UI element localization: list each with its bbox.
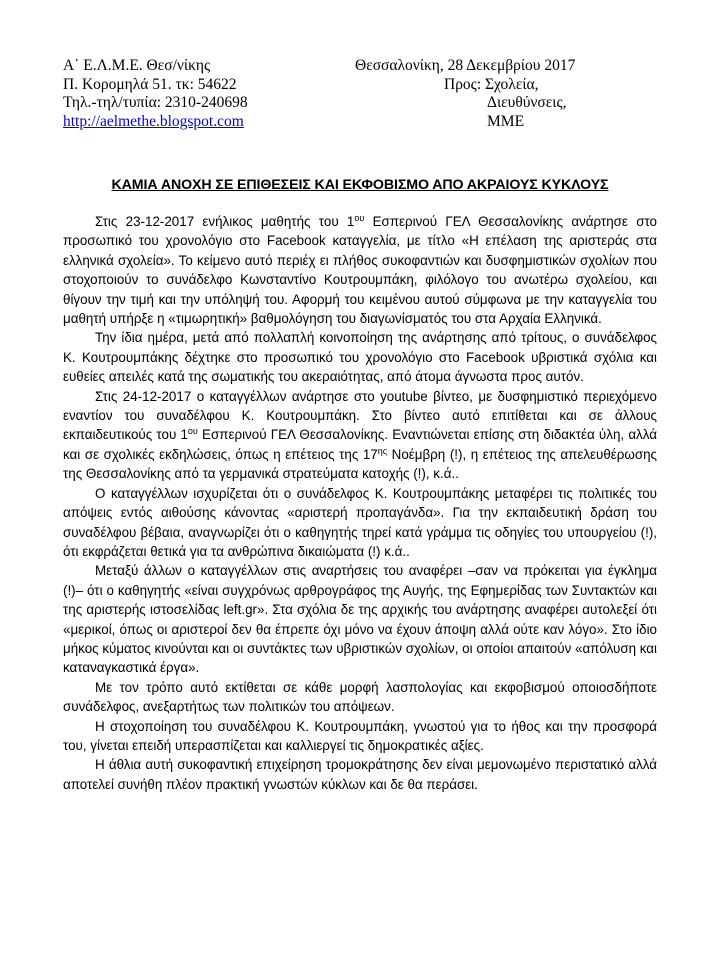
recipient-schools: Προς: Σχολεία, xyxy=(444,75,539,93)
paragraph-2: Την ίδια ημέρα, μετά από πολλαπλή κοινοποίηση της ανάρτησης από τρίτους, ο συνάδελφος Κ. Κουτρουμπάκης δέχτηκε στο προσωπικό του χρονολόγιο στο Facebook υβριστικά σχόλια και ευθείες απειλές κατά της σωματικής του ακεραιότητας, από άτομα άγνωστα προς αυτόν. xyxy=(63,330,657,385)
sender-block xyxy=(63,57,248,131)
sender-website-link[interactable]: http://aelmethe.blogspot.com xyxy=(63,112,244,130)
sender-union-name: Α΄ Ε.Λ.Μ.Ε. Θεσ/νίκης xyxy=(63,57,211,74)
paragraph-4: Ο καταγγέλλων ισχυρίζεται ότι ο συνάδελφος Κ. Κουτρουμπάκης μεταφέρει τις πολιτικές του απόψεις εντός αιθούσης κάνοντας «αριστερή προπαγάνδα». Για την εκπαιδευτική δράση του συναδέλφου βέβαια, αναγνωρίζει ότι ο καθηγητής τηρεί κατά γράμμα τις οδηγίες του υπουργείου (!), ότι εκφράζεται θετικά για τα ανθρώπινα δικαιώματα (!) κ.ά.. xyxy=(63,485,657,559)
date-recipient-block xyxy=(355,57,575,131)
recipient-directorates: Διευθύνσεις, xyxy=(487,94,567,111)
document-title: ΚΑΜΙΑ ΑΝΟΧΗ ΣΕ ΕΠΙΘΕΣΕΙΣ ΚΑΙ ΕΚΦΟΒΙΣΜΟ ΑΠΟ ΑΚΡΑΙΟΥΣ ΚΥΚΛΟΥΣ xyxy=(111,177,609,193)
paragraph-6: Με τον τρόπο αυτό εκτίθεται σε κάθε μορφή λασπολογίας και εκφοβισμού οποιοσδήποτε συνάδελφος, ανεξαρτήτως των πολιτικών του απόψεων. xyxy=(63,679,657,715)
paragraph-5: Μεταξύ άλλων ο καταγγέλλων στις αναρτήσεις του αναφέρει –σαν να πρόκειται για έγκλημα (!)– ότι ο καθηγητής «είναι συγχρόνως αρθρογράφος της Αυγής, της Εφημερίδας των Συντακτών και της αριστερής ιστοσελίδας left.gr». Στα σχόλια δε της αρχικής του ανάρτησης αναφέρει αυτολεξεί ότι «μερικοί, όπως οι αριστεροί δεν θα έπρεπε όχι μόνο να έχουν άποψη αλλά ούτε καν λόγο». Στο ίδιο μήκος κύματος κινούνται και οι συντάκτες των υβριστικών σχολίων, οι οποίοι απαιτούν «απόλυση και καταναγκαστικά έργα». xyxy=(63,563,657,676)
paragraph-1: Στις 23-12-2017 ενήλικος μαθητής του $1^{o\upsilon}$ Εσπερινού ΓΕΛ Θεσσαλονίκης ανάρτησε στο προσωπικό του χρονολόγιο στο Facebook καταγγελία, με τίτλο «Η επέλαση της αριστεράς στα ελληνικά σχολεία». Το κείμενο αυτό περιέχ ει πλήθος συκοφαντιών και δυσφημιστικών σχολίων που στοχοποιούν το συνάδελφο Κωνσταντίνο Κουτρουμπάκη, φιλόλογο του ανωτέρω σχολείου, και θίγουν την τιμή και την υπόληψή του. Αφορμή του κειμένου αυτού σύμφωνα με την καταγγελία του μαθητή υπήρξε η «τιμωρητική» βαθμολόγηση του διαγωνίσματός του στα Αρχαία Ελληνικά. xyxy=(63,213,658,327)
paragraph-8: Η άθλια αυτή συκοφαντική επιχείρηση τρομοκράτησης δεν είναι μεμονωμένο περιστατικό αλλά αποτελεί συνήθη πλέον πρακτική γνωστών κύκλων και δε θα περάσει. xyxy=(63,757,657,792)
sender-address: Π. Κορομηλά 51. τκ: 54622 xyxy=(63,75,237,93)
document-body xyxy=(63,212,657,794)
recipient-media: ΜΜΕ xyxy=(487,112,525,130)
sender-phone: Τηλ.-τηλ/τυπία: 2310-240698 xyxy=(63,94,248,111)
paragraph-3: Στις 24-12-2017 ο καταγγέλλων ανάρτησε στο youtube βίντεο, με δυσφημιστικό περιεχόμενο εναντίον του συναδέλφου Κ. Κουτρουμπάκη. Στο βίντεο αυτό επιτίθεται και σε άλλους εκπαιδευτικούς του $1^{o\upsilon}$ Εσπερινού ΓΕΛ Θεσσαλονίκης. Εναντιώνεται επίσης στη διδακτέα ύλη, αλλά και σε σχολικές εκδηλώσεις, όπως η επέτειος της $17^{\eta\varsigma}$ Νοέμβρη (!), η επέτειος της απελευθέρωσης της Θεσσαλονίκης από τα γερμανικά στρατεύματα κατοχής (!), κ.ά.. xyxy=(63,388,658,482)
document-date: Θεσσαλονίκη, 28 Δεκεμβρίου 2017 xyxy=(355,57,576,74)
paragraph-7: Η στοχοποίηση του συναδέλφου Κ. Κουτρουμπάκη, γνωστού για το ήθος και την προσφορά του, γίνεται επειδή υπερασπίζεται και καλλιεργεί τις δημοκρατικές αξίες. xyxy=(63,718,657,753)
